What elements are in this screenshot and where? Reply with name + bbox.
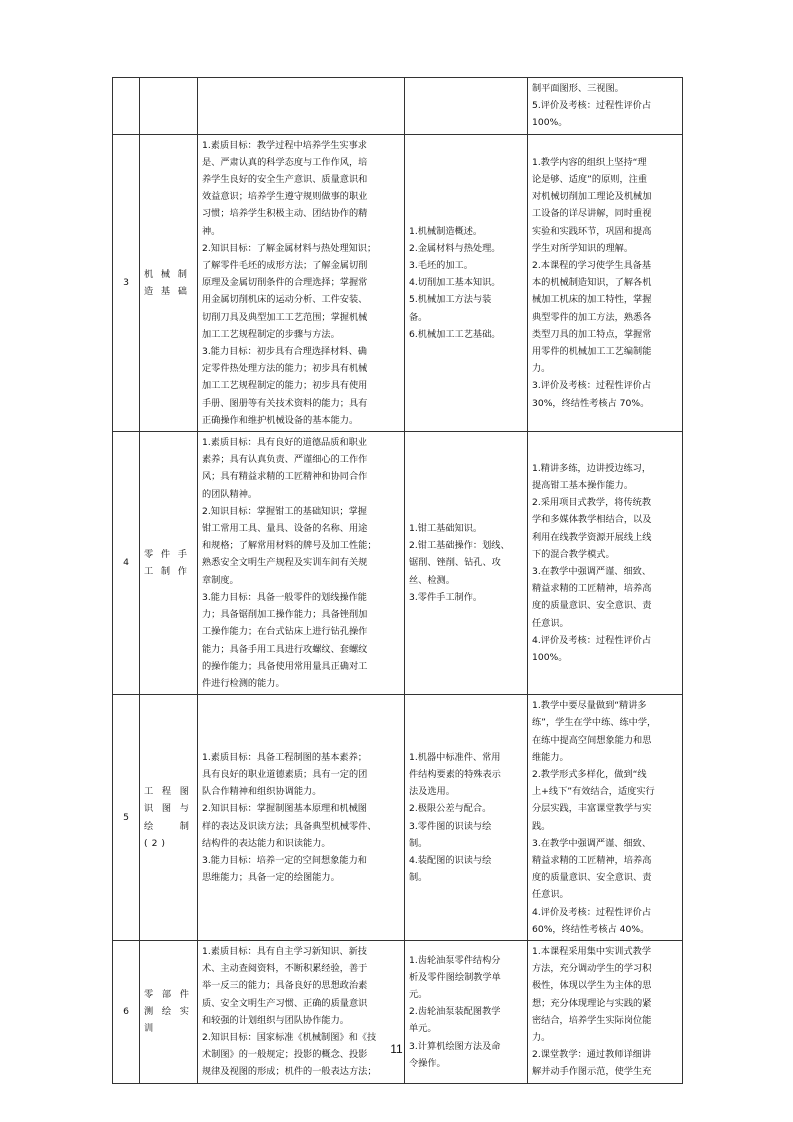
course-row <box>113 432 683 695</box>
course-goals-line: 神。 <box>202 225 221 237</box>
teaching-method <box>528 78 683 135</box>
course-goals-line: 定零件热处理方法的能力；初步具有机械 <box>202 363 368 375</box>
teaching-method-line: 提高钳工基本操作能力。 <box>532 480 634 492</box>
course-goals-line: 的操作能力；具备使用常用量具正确对工 <box>202 660 368 672</box>
course-row <box>113 78 683 135</box>
course-content-line: 单元。 <box>409 1023 437 1035</box>
page-number: 11 <box>390 1042 403 1056</box>
teaching-method-line: 用零件的机械加工工艺编制能 <box>532 346 652 358</box>
course-goals-line: 2.知识目标：了解金属材料与热处理知识； <box>202 242 377 254</box>
teaching-method-line: 度的质量意识、安全意识、责 <box>532 872 652 884</box>
teaching-method-line: 1.精讲多练，边讲授边练习， <box>532 462 652 474</box>
course-goals-line: 举一反三的能力；具备良好的思想政治素 <box>202 980 368 992</box>
course-content-line: 3.零件手工制作。 <box>409 591 483 603</box>
course-goals-line: 能力；具备手用工具进行攻螺纹、套螺纹 <box>202 643 368 655</box>
course-goals-line: 加工工艺规程制定的步骤与方法。 <box>202 328 340 340</box>
course-content-line: 4.装配图的识读与绘 <box>409 854 492 866</box>
course-content-line: 锯削、锉削、钻孔、攻 <box>409 557 501 569</box>
course-goals-line: 正确操作和维护机械设备的基本能力。 <box>202 414 359 426</box>
course-name-line: 机械制 <box>144 268 193 280</box>
course-name <box>140 134 198 431</box>
course-goals-line: 样的表达及识读方法；具备典型机械零件、 <box>202 820 377 832</box>
course-goals-line: 是、严肃认真的科学态度与工作作风，培 <box>202 156 368 168</box>
course-table <box>112 77 683 1084</box>
teaching-method-line: 2.本课程的学习使学生具备基 <box>532 260 652 272</box>
teaching-method-line: 方法，充分调动学生的学习积 <box>532 963 652 975</box>
course-content-line: 2.极限公差与配合。 <box>409 803 492 815</box>
teaching-method-line: 1.教学中要尽量做到“精讲多 <box>532 700 647 712</box>
course-goals-line: 规律及视图的形成；机件的一般表达方法； <box>202 1066 377 1078</box>
teaching-method-line: 30%，终结性考核占 70%。 <box>532 397 650 409</box>
course-goals <box>198 695 405 941</box>
teaching-method-line: 学和多媒体教学相结合，以及 <box>532 514 652 526</box>
teaching-method-line: 实验和实践环节，巩固和提高 <box>532 225 652 237</box>
teaching-method-line: 下的混合教学模式。 <box>532 548 615 560</box>
course-content-line: 丝、检测。 <box>409 574 455 586</box>
course-content-line: 1.机械制造概述。 <box>409 225 483 237</box>
course-content-line: 元。 <box>409 988 428 1000</box>
course-goals-line: 切削刀具及典型加工工艺范围；掌握机械 <box>202 311 368 323</box>
course-goals-line: 章制度。 <box>202 574 239 586</box>
course-goals-line: 和较强的计划组织与团队协作能力。 <box>202 1014 349 1026</box>
teaching-method-line: 上+线下”有效结合，适度实行 <box>532 786 655 798</box>
teaching-method-line: 练”，学生在学中练、练中学， <box>532 717 657 729</box>
teaching-method-line: 在练中提高空间想象能力和思 <box>532 734 652 746</box>
row-number: 3 <box>113 134 140 431</box>
teaching-method-line: 典型零件的加工方法，熟悉各 <box>532 311 652 323</box>
teaching-method-line: 3.在教学中强调严谨、细致、 <box>532 837 652 849</box>
teaching-method <box>528 695 683 941</box>
course-name-line: 识图与 <box>144 803 193 815</box>
teaching-method-line: 2.课堂教学：通过教师详细讲 <box>532 1049 652 1061</box>
teaching-method-line: 对机械切削加工理论及机械加 <box>532 191 652 203</box>
course-content-line: 5.机械加工方法与装 <box>409 294 492 306</box>
teaching-method-line: 工设备的详尽讲解，同时重视 <box>532 208 652 220</box>
course-goals-line: 术制图》的一般规定；投影的概念、投影 <box>202 1049 368 1061</box>
course-name <box>140 940 198 1083</box>
teaching-method-line: 度的质量意识、安全意识、责 <box>532 600 652 612</box>
course-content-line: 3.零件图的识读与绘 <box>409 820 492 832</box>
teaching-method-line: 械加工机床的加工特性，掌握 <box>532 294 652 306</box>
course-goals-line: 1.素质目标：具有自主学习新知识、新技 <box>202 945 367 957</box>
teaching-method-line: 1.本课程采用集中实训式教学 <box>532 945 652 957</box>
course-goals-line: 2.知识目标：国家标准《机械制图》和《技 <box>202 1031 377 1043</box>
course-goals-line: 结构件的表达能力和识读能力。 <box>202 837 331 849</box>
row-number: 4 <box>113 432 140 695</box>
course-goals-line: 3.能力目标：初步具有合理选择材料、确 <box>202 346 367 358</box>
course-goals-line: 手册、图册等有关技术资料的能力；具有 <box>202 397 368 409</box>
teaching-method-line: 2.采用项目式教学，将传统教 <box>532 497 652 509</box>
course-goals-line: 3.能力目标：培养一定的空间想象能力和 <box>202 854 367 866</box>
teaching-method-line: 100%。 <box>532 117 568 129</box>
course-content-line: 法及选用。 <box>409 786 455 798</box>
row-number: 5 <box>113 695 140 941</box>
teaching-method-line: 分层实践，丰富课堂教学与实 <box>532 803 652 815</box>
teaching-method-line: 维能力。 <box>532 751 569 763</box>
course-goals-line: 养学生良好的安全生产意识、质量意识和 <box>202 174 368 186</box>
teaching-method-line: 100%。 <box>532 652 568 664</box>
course-name-line: 绘制(2) <box>144 820 193 849</box>
course-name <box>140 78 198 135</box>
course-content-line: 2.齿轮油泵装配图教学 <box>409 1006 501 1018</box>
course-goals-line: 效益意识；培养学生遵守规则做事的职业 <box>202 191 368 203</box>
course-goals-line: 质、安全文明生产习惯、正确的质量意识 <box>202 997 368 1009</box>
course-goals <box>198 940 405 1083</box>
teaching-method-line: 践。 <box>532 820 551 832</box>
teaching-method-line: 本的机械制造知识，了解各机 <box>532 277 652 289</box>
teaching-method-line: 精益求精的工匠精神，培养高 <box>532 583 652 595</box>
course-content <box>405 134 528 431</box>
course-goals-line: 了解零件毛坯的成形方法；了解金属切削 <box>202 260 368 272</box>
teaching-method <box>528 134 683 431</box>
row-number: 6 <box>113 940 140 1083</box>
course-content <box>405 940 528 1083</box>
course-name <box>140 695 198 941</box>
course-content-line: 2.钳工基础操作：划线、 <box>409 540 510 552</box>
course-goals-line: 队合作精神和组织协调能力。 <box>202 786 322 798</box>
teaching-method-line: 力。 <box>532 363 551 375</box>
course-goals-line: 件进行检测的能力。 <box>202 677 285 689</box>
teaching-method-line: 学生对所学知识的理解。 <box>532 242 634 254</box>
course-goals-line: 1.素质目标：具备工程制图的基本素养； <box>202 751 367 763</box>
course-name-line: 零件手 <box>144 548 193 560</box>
course-content <box>405 78 528 135</box>
course-name-line: 训 <box>144 1023 158 1035</box>
course-content-line: 析及零件图绘制教学单 <box>409 971 501 983</box>
course-goals-line: 熟悉安全文明生产规程及实训车间有关规 <box>202 557 368 569</box>
course-goals-line: 习惯；培养学生积极主动、团结协作的精 <box>202 208 368 220</box>
teaching-method-line: 精益求精的工匠精神，培养高 <box>532 854 652 866</box>
course-goals-line: 的团队精神。 <box>202 488 258 500</box>
course-content-line: 制。 <box>409 872 428 884</box>
course-content-line: 1.齿轮油泵零件结构分 <box>409 954 501 966</box>
course-content-line: 备。 <box>409 311 428 323</box>
teaching-method-line: 4.评价及考核：过程性评价占 <box>532 906 652 918</box>
course-content-line: 1.机器中标准件、常用 <box>409 751 501 763</box>
course-content-line: 2.金属材料与热处理。 <box>409 242 501 254</box>
course-table-body <box>113 78 683 1084</box>
course-goals <box>198 432 405 695</box>
course-goals-line: 素养；具有认真负责、严谨细心的工作作 <box>202 454 368 466</box>
course-goals-line: 3.能力目标：具备一般零件的划线操作能 <box>202 591 367 603</box>
course-name-line: 测绘实 <box>144 1006 193 1018</box>
teaching-method-line: 类型刀具的加工特点，掌握常 <box>532 328 652 340</box>
teaching-method-line: 5.评价及考核：过程性评价占 <box>532 100 652 112</box>
teaching-method-line: 制平面图形、三视图。 <box>532 83 624 94</box>
course-name <box>140 432 198 695</box>
course-goals-line: 具有良好的职业道德素质；具有一定的团 <box>202 768 368 780</box>
course-goals-line: 钳工常用工具、量具、设备的名称、用途 <box>202 523 368 535</box>
course-content <box>405 695 528 941</box>
teaching-method <box>528 432 683 695</box>
course-goals <box>198 78 405 135</box>
row-number <box>113 78 140 135</box>
course-goals-line: 1.素质目标：教学过程中培养学生实事求 <box>202 139 367 151</box>
teaching-method-line: 解并动手作图示范，使学生充 <box>532 1066 652 1078</box>
course-content-line: 制。 <box>409 837 428 849</box>
teaching-method-line: 60%，终结性考核占 40%。 <box>532 923 650 935</box>
course-content-line: 件结构要素的特殊表示 <box>409 768 501 780</box>
teaching-method-line: 3.评价及考核：过程性评价占 <box>532 380 652 392</box>
course-row <box>113 940 683 1083</box>
course-name-line: 零部件 <box>144 988 193 1000</box>
teaching-method-line: 1.教学内容的组织上坚持“理 <box>532 156 647 168</box>
course-name-line: 工制作 <box>144 566 193 578</box>
teaching-method-line: 想；充分体现理论与实践的紧 <box>532 997 652 1009</box>
course-content-line: 4.切削加工基本知识。 <box>409 277 501 289</box>
teaching-method-line: 密结合，培养学生实际岗位能 <box>532 1014 652 1026</box>
course-goals-line: 用金属切削机床的运动分析、工件安装、 <box>202 294 368 306</box>
teaching-method-line: 利用在线教学资源开展线上线 <box>532 531 652 543</box>
course-goals-line: 加工工艺规程制定的能力；初步具有使用 <box>202 380 368 392</box>
teaching-method-line: 力。 <box>532 1031 551 1043</box>
course-goals <box>198 134 405 431</box>
course-content <box>405 432 528 695</box>
course-content-line: 3.计算机绘图方法及命 <box>409 1040 501 1052</box>
course-goals-line: 力；具备锯削加工操作能力；具备锉削加 <box>202 609 368 621</box>
course-name-line: 工程图 <box>144 786 193 798</box>
teaching-method <box>528 940 683 1083</box>
course-goals-line: 1.素质目标：具有良好的道德品质和职业 <box>202 437 367 449</box>
course-content-line: 6.机械加工工艺基础。 <box>409 328 501 340</box>
course-content-line: 1.钳工基础知识。 <box>409 523 483 535</box>
course-goals-line: 风；具有精益求精的工匠精神和协同合作 <box>202 471 368 483</box>
course-goals-line: 2.知识目标：掌握制图基本原理和机械图 <box>202 803 367 815</box>
teaching-method-line: 任意识。 <box>532 617 569 629</box>
teaching-method-line: 极性，体现以学生为主体的思 <box>532 980 652 992</box>
course-goals-line: 2.知识目标：掌握钳工的基础知识；掌握 <box>202 505 367 517</box>
course-goals-line: 术、主动查阅资料，不断积累经验，善于 <box>202 963 368 975</box>
course-row <box>113 695 683 941</box>
course-name-line: 造基础 <box>144 285 193 297</box>
course-content-line: 3.毛坯的加工。 <box>409 260 473 272</box>
course-goals-line: 和规格；了解常用材料的牌号及加工性能； <box>202 540 377 552</box>
teaching-method-line: 2.教学形式多样化，做到“线 <box>532 768 647 780</box>
course-goals-line: 原理及金属切削条件的合理选择；掌握常 <box>202 277 368 289</box>
course-goals-line: 思维能力；具备一定的绘图能力。 <box>202 872 340 884</box>
teaching-method-line: 论是够、适度”的原则，注重 <box>532 174 648 186</box>
course-row <box>113 134 683 431</box>
course-goals-line: 工操作能力；在台式钻床上进行钻孔操作 <box>202 626 368 638</box>
teaching-method-line: 4.评价及考核：过程性评价占 <box>532 634 652 646</box>
teaching-method-line: 任意识。 <box>532 889 569 901</box>
teaching-method-line: 3.在教学中强调严谨、细致、 <box>532 566 652 578</box>
course-content-line: 令操作。 <box>409 1057 446 1069</box>
